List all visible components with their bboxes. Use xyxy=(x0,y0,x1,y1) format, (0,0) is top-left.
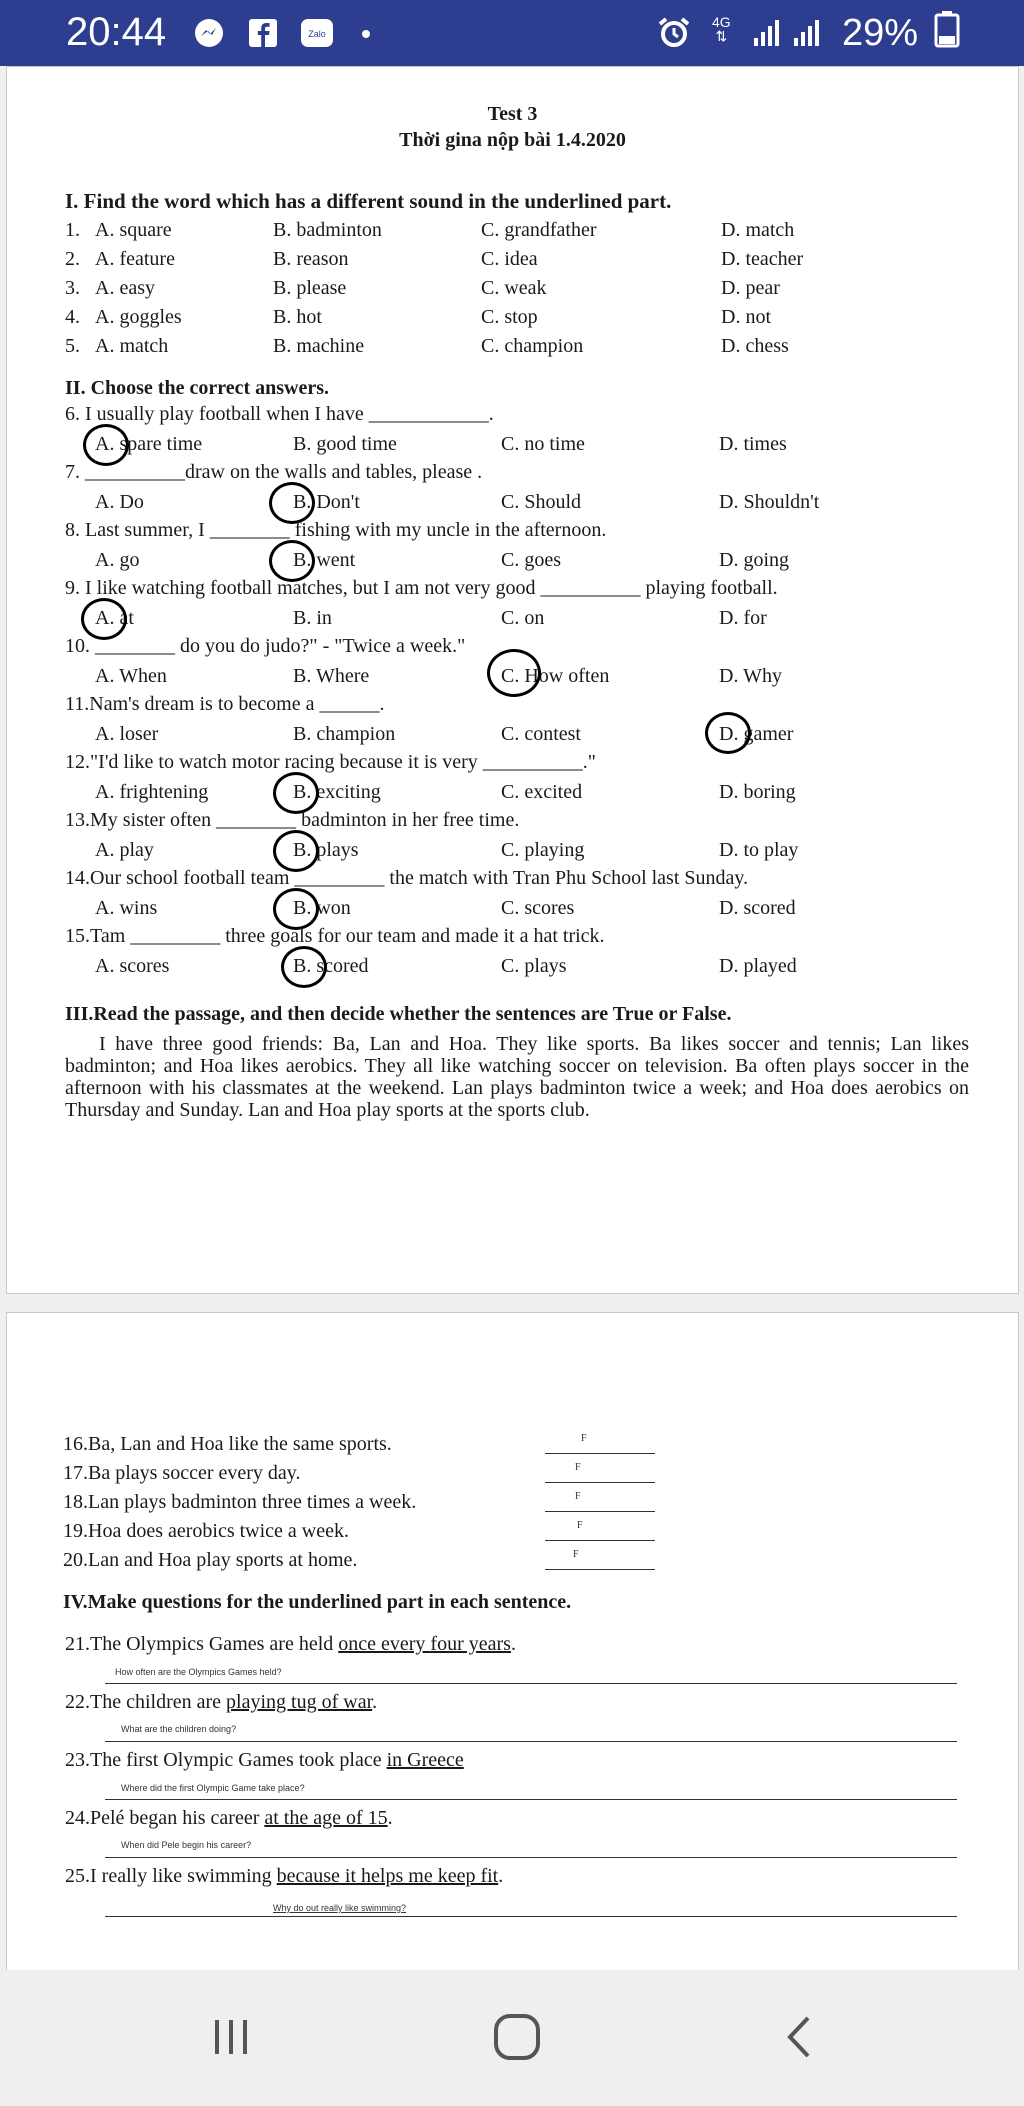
answer-line xyxy=(105,1683,957,1684)
test-subtitle: Thời gina nộp bài 1.4.2020 xyxy=(399,129,626,151)
option-b: B. went xyxy=(293,549,356,571)
clock: 20:44 xyxy=(66,10,167,54)
answer-line xyxy=(105,1857,957,1858)
handwritten-answer: Why do out really like swimming? xyxy=(273,1903,407,1913)
messenger-icon xyxy=(194,18,224,48)
option-a: A. go xyxy=(95,549,140,571)
back-button[interactable] xyxy=(756,1992,846,2082)
option-d: D. scored xyxy=(719,897,796,919)
handwritten-answer: When did Pele begin his career? xyxy=(121,1840,252,1850)
question-number: 2. xyxy=(65,248,80,270)
recent-apps-button[interactable] xyxy=(186,1992,276,2082)
option-d: D. pear xyxy=(721,277,780,299)
answer-line xyxy=(105,1741,957,1742)
option-a: A. easy xyxy=(95,277,155,299)
option-d: D. boring xyxy=(719,781,796,803)
sentence: 24.Pelé began his career at the age of 15. xyxy=(65,1807,393,1829)
handwritten-answer: What are the children doing? xyxy=(121,1724,237,1734)
answer-circle xyxy=(487,649,541,697)
option-b: B. badminton xyxy=(273,219,382,241)
question-text: 14.Our school football team _________ the match with Tran Phu School last Sunday. xyxy=(65,867,749,889)
question-text: 10. ________ do you do judo?" - "Twice a week." xyxy=(65,635,466,657)
question-text: 7. __________draw on the walls and tables, please . xyxy=(65,461,483,483)
question-number: 1. xyxy=(65,219,80,241)
sentence: 21.The Olympics Games are held once every four years. xyxy=(65,1633,516,1655)
handwritten-answer: F xyxy=(573,1549,579,1560)
answer-line xyxy=(545,1453,655,1454)
answer-line xyxy=(545,1482,655,1483)
statement-text: 19.Hoa does aerobics twice a week. xyxy=(63,1520,349,1542)
option-a: A. wins xyxy=(95,897,158,919)
question-text: 9. I like watching football matches, but I am not very good __________ playing football. xyxy=(65,577,778,599)
home-icon xyxy=(489,2009,545,2065)
status-bar xyxy=(0,0,1024,66)
underlined-part: in Greece xyxy=(386,1749,464,1771)
option-b: B. please xyxy=(273,277,347,299)
option-b: B. hot xyxy=(273,306,322,328)
underlined-part: playing tug of war xyxy=(226,1691,373,1713)
option-a: A. at xyxy=(95,607,134,629)
option-d: D. chess xyxy=(721,335,789,357)
answer-circle xyxy=(705,712,751,754)
handwritten-answer: F xyxy=(575,1491,581,1502)
option-b: B. champion xyxy=(293,723,396,745)
option-b: B. reason xyxy=(273,248,349,270)
option-b: B. plays xyxy=(293,839,359,861)
underlined-part: at the age of 15 xyxy=(264,1807,388,1829)
option-c: C. weak xyxy=(481,277,547,299)
underlined-part: once every four years xyxy=(338,1633,511,1655)
option-d: D. going xyxy=(719,549,789,571)
signal-icon xyxy=(752,18,832,48)
question-number: 5. xyxy=(65,335,80,357)
question-text: 6. I usually play football when I have ____________. xyxy=(65,403,494,425)
option-d: D. for xyxy=(719,607,767,629)
part4-heading: IV.Make questions for the underlined part in each sentence. xyxy=(63,1591,572,1613)
answer-circle xyxy=(269,540,315,582)
question-text: 11.Nam's dream is to become a ______. xyxy=(65,693,385,715)
notification-dot-icon xyxy=(360,18,372,48)
answer-circle xyxy=(273,772,319,814)
question-text: 15.Tam _________ three goals for our team and made it a hat trick. xyxy=(65,925,605,947)
battery-icon xyxy=(934,14,960,44)
statement-text: 18.Lan plays badminton three times a week. xyxy=(63,1491,417,1513)
option-c: C. Should xyxy=(501,491,582,513)
option-c: C. playing xyxy=(501,839,585,861)
option-c: C. stop xyxy=(481,306,538,328)
option-b: B. machine xyxy=(273,335,365,357)
network-label: 4G xyxy=(712,14,731,30)
document-page-1 xyxy=(6,66,1019,1294)
reading-passage: I have three good friends: Ba, Lan and Hoa. They like sports. Ba likes soccer and tennis; Lan likes badminton; and Hoa likes aerobics. They all like watching soccer on television. Ba often plays soccer in the afternoon with his classmates at the weekend. Lan plays badminton twice a week; and Hoa does aerobics on Thursday and Sunday. Lan and Hoa play sports at the sports club. xyxy=(65,1033,969,1121)
answer-line xyxy=(105,1799,957,1800)
part2-heading: II. Choose the correct answers. xyxy=(65,377,330,399)
option-d: D. Shouldn't xyxy=(719,491,820,513)
option-a: A. When xyxy=(95,665,167,687)
answer-circle xyxy=(269,482,315,524)
answer-circle xyxy=(273,830,319,872)
network-4g-icon: 4G ⇅ xyxy=(712,14,731,44)
option-c: C. contest xyxy=(501,723,581,745)
option-d: D. teacher xyxy=(721,248,804,270)
option-d: D. match xyxy=(721,219,795,241)
option-d: D. played xyxy=(719,955,797,977)
option-c: C. grandfather xyxy=(481,219,597,241)
option-c: C. scores xyxy=(501,897,575,919)
part1-heading: I. Find the word which has a different sound in the underlined part. xyxy=(65,189,672,213)
question-number: 3. xyxy=(65,277,80,299)
option-b: B. in xyxy=(293,607,332,629)
answer-line xyxy=(545,1569,655,1570)
option-c: C. plays xyxy=(501,955,567,977)
underlined-part: because it helps me keep fit xyxy=(276,1865,499,1887)
option-b: B. good time xyxy=(293,433,397,455)
navigation-bar xyxy=(0,1970,1024,2106)
test-title: Test 3 xyxy=(487,103,538,125)
option-a: A. spare time xyxy=(95,433,203,455)
question-text: 8. Last summer, I ________ fishing with my uncle in the afternoon. xyxy=(65,519,607,541)
option-d: D. to play xyxy=(719,839,799,861)
option-a: A. goggles xyxy=(95,306,182,328)
option-c: C. no time xyxy=(501,433,585,455)
option-a: A. Do xyxy=(95,491,144,513)
answer-circle xyxy=(83,424,129,466)
question-text: 13.My sister often ________ badminton in her free time. xyxy=(65,809,520,831)
statement-text: 16.Ba, Lan and Hoa like the same sports. xyxy=(63,1433,392,1455)
answer-line xyxy=(545,1511,655,1512)
option-c: C. excited xyxy=(501,781,583,803)
part3-heading: III.Read the passage, and then decide whether the sentences are True or False. xyxy=(65,1003,732,1025)
option-a: A. feature xyxy=(95,248,175,270)
answer-circle xyxy=(81,598,127,640)
handwritten-answer: F xyxy=(575,1462,581,1473)
option-b: B. exciting xyxy=(293,781,381,803)
back-icon xyxy=(776,2012,826,2062)
option-c: C. How often xyxy=(501,665,610,687)
option-c: C. on xyxy=(501,607,545,629)
option-a: A. loser xyxy=(95,723,159,745)
statement-text: 17.Ba plays soccer every day. xyxy=(63,1462,301,1484)
zalo-icon xyxy=(300,18,334,48)
zalo-label: Zalo xyxy=(308,29,326,39)
sentence: 25.I really like swimming because it helps me keep fit. xyxy=(65,1865,504,1887)
option-a: A. play xyxy=(95,839,154,861)
option-d: D. Why xyxy=(719,665,782,687)
option-a: A. frightening xyxy=(95,781,209,803)
home-button[interactable] xyxy=(472,1992,562,2082)
document-page-2 xyxy=(6,1312,1019,1972)
option-b: B. Don't xyxy=(293,491,360,513)
alarm-icon xyxy=(656,18,692,48)
option-b: B. Where xyxy=(293,665,370,687)
option-b: B. won xyxy=(293,897,351,919)
sentence: 23.The first Olympic Games took place in Greece xyxy=(65,1749,464,1771)
battery-percent: 29% xyxy=(842,12,919,54)
option-a: A. square xyxy=(95,219,172,241)
handwritten-answer: How often are the Olympics Games held? xyxy=(115,1667,282,1677)
sentence: 22.The children are playing tug of war. xyxy=(65,1691,378,1713)
question-text: 12."I'd like to watch motor racing because it is very __________." xyxy=(65,751,596,773)
handwritten-answer: F xyxy=(581,1433,587,1444)
question-number: 4. xyxy=(65,306,80,328)
handwritten-answer: F xyxy=(577,1520,583,1531)
option-c: C. goes xyxy=(501,549,561,571)
option-d: D. gamer xyxy=(719,723,794,745)
option-d: D. not xyxy=(721,306,771,328)
statement-text: 20.Lan and Hoa play sports at home. xyxy=(63,1549,358,1571)
option-c: C. idea xyxy=(481,248,538,270)
recent-apps-icon xyxy=(206,2012,256,2062)
answer-circle xyxy=(273,888,319,930)
answer-line xyxy=(545,1540,655,1541)
option-d: D. times xyxy=(719,433,787,455)
option-c: C. champion xyxy=(481,335,584,357)
option-a: A. match xyxy=(95,335,169,357)
handwritten-answer: Where did the first Olympic Game take place? xyxy=(121,1783,305,1793)
facebook-icon xyxy=(248,18,278,48)
option-b: B. scored xyxy=(293,955,369,977)
answer-circle xyxy=(281,946,327,988)
option-a: A. scores xyxy=(95,955,170,977)
answer-line xyxy=(105,1916,957,1917)
